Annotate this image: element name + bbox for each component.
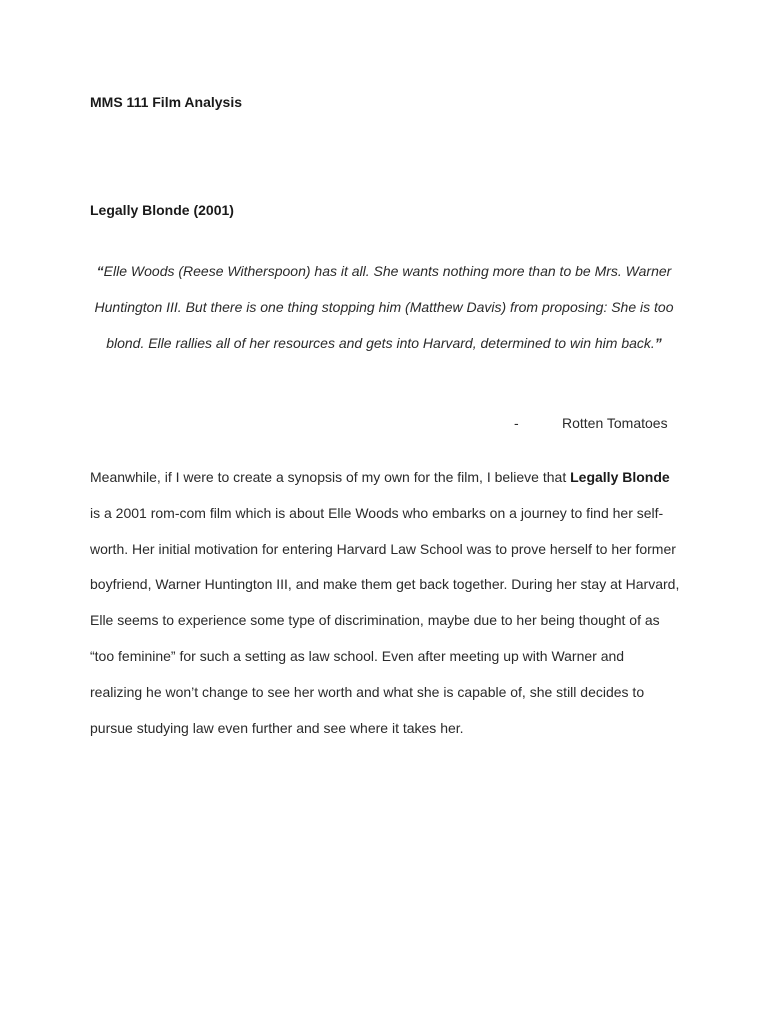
film-heading: Legally Blonde (2001) [90,202,234,218]
attribution-dash: - [514,415,519,431]
film-quote [90,253,678,361]
attribution-source: Rotten Tomatoes [562,415,668,431]
quote-open-mark: “ [96,263,104,279]
synopsis-film-name: Legally Blonde [570,469,670,485]
quote-close-mark: ” [654,335,662,351]
document-title: MMS 111 Film Analysis [90,94,242,110]
synopsis-text: is a 2001 rom-com film which is about Elle Woods who embarks on a journey to find her self-worth. Her initial motivation for entering Harvard Law School was to prove herself to her former boyfriend, Warner Huntington III, and make them get back together. During her stay at Harvard, Elle seems to experience some type of discrimination, maybe due to her being thought of as “too feminine” for such a setting as law school. Even after meeting up with Warner and realizing he won’t change to see her worth and what she is capable of, she still decides to pursue studying law even further and see where it takes her. [90,504,680,736]
synopsis-paragraph [90,460,680,746]
quote-text: Elle Woods (Reese Witherspoon) has it all. She wants nothing more than to be Mrs. Warner Huntington III. But there is one thing stopping him (Matthew Davis) from proposing: She is too blond. Elle rallies all of her resources and gets into Harvard, determined to win him back. [94,263,674,351]
quote-attribution [514,414,668,432]
synopsis-intro: Meanwhile, if I were to create a synopsis of my own for the film, I believe that [90,469,571,485]
